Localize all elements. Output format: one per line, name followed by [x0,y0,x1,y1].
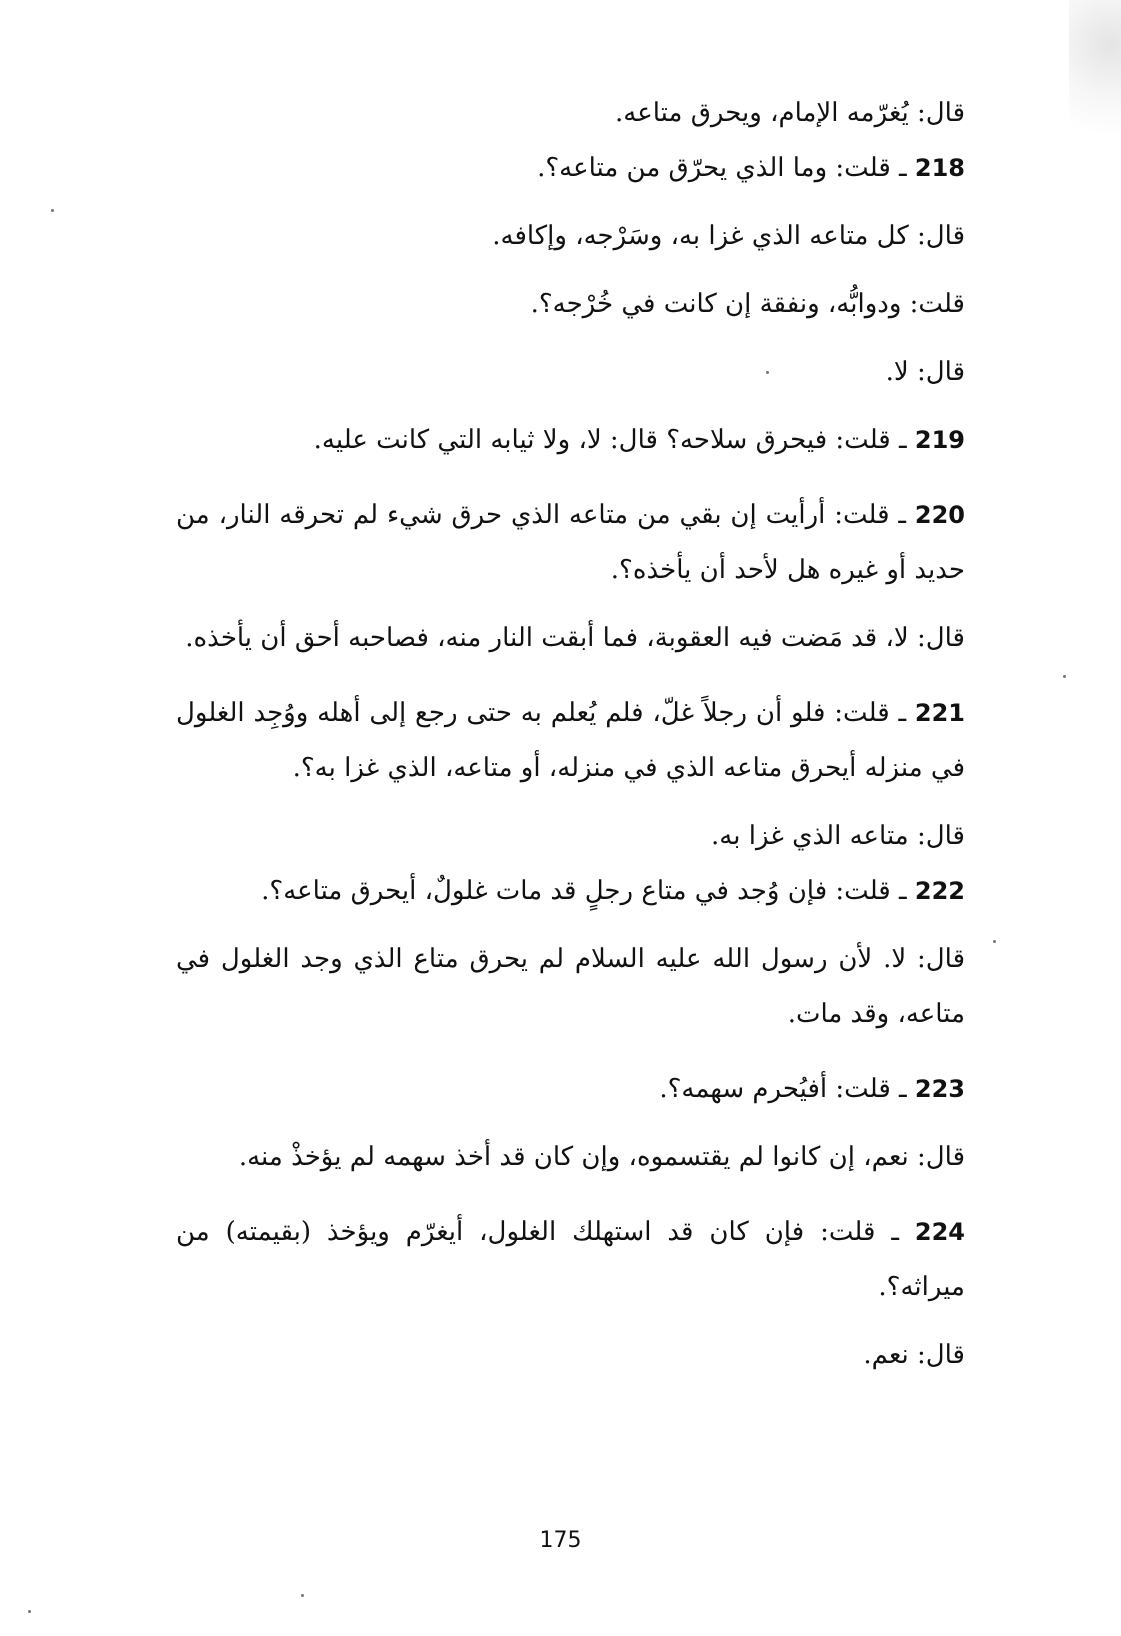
question-number: 220 [914,501,965,529]
paragraph-1 [176,86,1053,141]
scan-speck [301,1594,304,1597]
paragraph-text: ـ قلت: فلو أن رجلاً غلّ، فلم يُعلم به حتى رجع إلى أهله ووُجِد الغلول في منزله أيحرق متاعه الذي في منزله، أو متاعه، الذي غزا به؟. [176,698,965,783]
answer-218-followup [176,345,1053,400]
question-number: 218 [914,154,965,182]
question-219 [176,413,1053,468]
answer-220 [176,611,1053,666]
scan-speck [51,209,54,212]
page-body [176,86,1053,1383]
answer-221 [176,809,1053,864]
paragraph-text: ـ قلت: فإن كان قد استهلك الغلول، أيغرّم ويؤخذ (بقيمته) من ميراثه؟. [176,1217,965,1302]
paragraph-text: قلت: ودوابُّه، ونفقة إن كانت في خُرْجه؟. [530,289,965,319]
question-221 [176,686,1053,796]
question-220 [176,488,1053,598]
answer-222 [176,932,1053,1042]
question-218 [176,141,1053,196]
paragraph-text: قال: لا. [885,357,965,387]
page-number: 175 [539,1528,582,1553]
question-223 [176,1062,1053,1117]
question-number: 223 [914,1075,965,1103]
scan-speck [1063,675,1066,678]
paragraph-text: قال: نعم. [863,1340,965,1370]
question-number: 222 [914,877,965,905]
answer-224 [176,1328,1053,1383]
question-218-followup [176,277,1053,332]
paragraph-text: ـ قلت: وما الذي يحرّق من متاعه؟. [537,153,915,183]
answer-223 [176,1130,1053,1185]
question-number: 219 [914,426,965,454]
scan-speck [993,940,996,943]
paragraph-text: قال: لا، قد مَضت فيه العقوبة، فما أبقت النار منه، فصاحبه أحق أن يأخذه. [185,623,965,653]
question-222 [176,864,1053,919]
question-number: 224 [914,1218,965,1246]
scan-speck [766,371,769,374]
paragraph-text: قال: يُغرّمه الإمام، ويحرق متاعه. [615,98,965,128]
paragraph-text: ـ قلت: فإن وُجد في متاع رجلٍ قد مات غلولٌ، أيحرق متاعه؟. [261,876,915,906]
paragraph-text: قال: نعم، إن كانوا لم يقتسموه، وإن كان قد أخذ سهمه لم يؤخذْ منه. [238,1142,965,1172]
scan-edge-shading [1069,0,1121,150]
paragraph-text: قال: لا. لأن رسول الله عليه السلام لم يحرق متاع الذي وجد الغلول في متاعه، وقد مات. [176,944,965,1029]
question-224 [176,1205,1053,1315]
scan-speck [28,1610,31,1613]
paragraph-text: قال: متاعه الذي غزا به. [711,821,965,851]
paragraph-text: ـ قلت: أرأيت إن بقي من متاعه الذي حرق شيء لم تحرقه النار، من حديد أو غيره هل لأحد أن يأخذه؟. [176,500,965,585]
paragraph-text: ـ قلت: أفيُحرم سهمه؟. [659,1074,915,1104]
paragraph-text: ـ قلت: فيحرق سلاحه؟ قال: لا، ولا ثيابه التي كانت عليه. [313,425,915,455]
answer-218 [176,209,1053,264]
paragraph-text: قال: كل متاعه الذي غزا به، وسَرْجه، وإكافه. [492,221,965,251]
question-number: 221 [914,699,965,727]
